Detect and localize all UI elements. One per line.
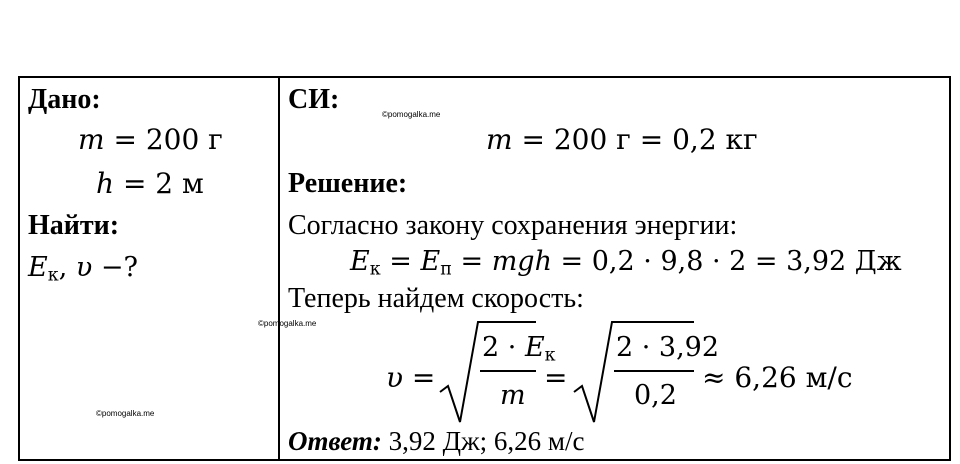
fraction-1-numerator xyxy=(482,332,556,366)
comma: , xyxy=(58,252,68,283)
solution-table xyxy=(18,76,951,461)
energy-law-text: Согласно закону сохранения энергии: xyxy=(288,210,738,241)
watermark-top: ©pomogalka.me xyxy=(382,110,441,119)
given-mass-value: = 200 г xyxy=(104,123,223,156)
e-k-subscript: к xyxy=(369,259,381,280)
answer-line xyxy=(288,428,585,455)
kinetic-subscript: к xyxy=(47,265,59,286)
answer-text: 3,92 Дж; 6,26 м/с xyxy=(381,426,585,456)
velocity-lhs: υ = xyxy=(386,361,436,394)
find-unknowns xyxy=(28,252,138,286)
num1-e-symbol: E xyxy=(524,332,545,363)
velocity-intro-text: Теперь найдем скорость: xyxy=(288,283,584,314)
fraction-2-denominator: 0,2 xyxy=(634,380,677,411)
si-mass-value: = 200 г = 0,2 кг xyxy=(512,123,758,156)
find-heading: Найти: xyxy=(28,210,120,241)
si-mass-symbol: m xyxy=(486,123,513,156)
energy-equation xyxy=(350,246,902,280)
fraction-1-denominator: m xyxy=(500,380,526,411)
num1-prefix: 2 · xyxy=(482,332,525,363)
velocity-result: ≈ 6,26 м/с xyxy=(702,361,853,394)
height-symbol: h xyxy=(96,167,115,200)
equals-2: = xyxy=(451,246,492,277)
column-divider xyxy=(278,78,280,459)
energy-value: = 0,2 · 9,8 · 2 = 3,92 Дж xyxy=(551,246,902,277)
fraction-1-bar xyxy=(480,370,536,372)
equals-mid: = xyxy=(544,361,568,394)
given-heading: Дано: xyxy=(28,84,101,115)
fraction-2-bar xyxy=(614,370,694,372)
mgh-expression: mgh xyxy=(491,246,552,277)
solution-heading: Решение: xyxy=(288,168,408,199)
e-p-symbol: E xyxy=(420,246,441,277)
given-mass xyxy=(78,123,223,156)
si-heading: СИ: xyxy=(288,84,340,115)
given-height-value: = 2 м xyxy=(114,167,204,200)
mass-symbol: m xyxy=(78,123,105,156)
e-k-symbol: E xyxy=(350,246,370,277)
kinetic-energy-symbol: E xyxy=(28,252,48,283)
watermark-left: ©pomogalka.me xyxy=(96,409,155,418)
num1-subscript: к xyxy=(544,345,556,366)
given-height xyxy=(96,167,204,200)
question-tail: −? xyxy=(92,252,138,283)
e-p-subscript: п xyxy=(440,259,452,280)
velocity-symbol: υ xyxy=(67,252,93,283)
answer-label: Ответ: xyxy=(288,426,382,456)
fraction-2-numerator: 2 · 3,92 xyxy=(616,332,720,363)
si-mass xyxy=(486,123,758,156)
equals-1: = xyxy=(380,246,421,277)
watermark-middle: ©pomogalka.me xyxy=(258,319,317,328)
